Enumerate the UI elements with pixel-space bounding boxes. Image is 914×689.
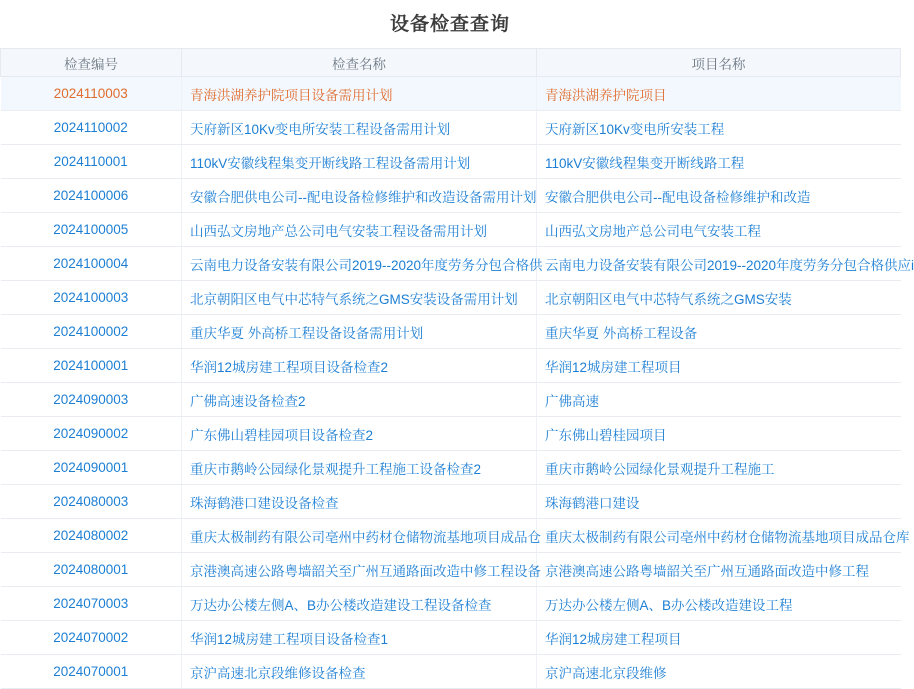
cell-inspection-code[interactable]: 2024080002 — [1, 519, 182, 553]
cell-project-name[interactable]: 华润12城房建工程项目 — [537, 621, 901, 655]
cell-inspection-name[interactable]: 重庆市鹅岭公园绿化景观提升工程施工设备检查2 — [182, 451, 537, 485]
cell-inspection-name[interactable]: 山西弘文房地产总公司电气安装工程设备需用计划 — [182, 213, 537, 247]
cell-project-name[interactable]: 京沪高速北京段维修 — [537, 655, 901, 689]
cell-inspection-code[interactable]: 2024100001 — [1, 349, 182, 383]
cell-project-name[interactable]: 青海洪湖养护院项目 — [537, 77, 901, 111]
cell-inspection-name[interactable]: 京港澳高速公路粤墙韶关至广州互通路面改造中修工程设备 — [182, 553, 537, 587]
table-row[interactable] — [1, 179, 901, 213]
table-row[interactable] — [1, 417, 901, 451]
cell-inspection-code[interactable]: 2024090001 — [1, 451, 182, 485]
table-header-row — [1, 49, 901, 77]
table-row[interactable] — [1, 655, 901, 689]
cell-inspection-code[interactable]: 2024070002 — [1, 621, 182, 655]
column-header-project[interactable]: 项目名称 — [537, 49, 901, 77]
cell-inspection-name[interactable]: 广东佛山碧桂园项目设备检查2 — [182, 417, 537, 451]
table-header — [1, 49, 901, 77]
cell-inspection-name[interactable]: 青海洪湖养护院项目设备需用计划 — [182, 77, 537, 111]
equipment-inspection-table — [0, 48, 914, 689]
cell-project-name[interactable]: 重庆市鹅岭公园绿化景观提升工程施工 — [537, 451, 901, 485]
table-row[interactable] — [1, 349, 901, 383]
column-header-code[interactable]: 检查编号 — [1, 49, 182, 77]
table-row[interactable] — [1, 519, 901, 553]
table-row[interactable] — [1, 621, 901, 655]
table-row[interactable] — [1, 145, 901, 179]
cell-inspection-code[interactable]: 2024090003 — [1, 383, 182, 417]
cell-project-name[interactable]: 山西弘文房地产总公司电气安装工程 — [537, 213, 901, 247]
cell-project-name[interactable]: 重庆华夏 外高桥工程设备 — [537, 315, 901, 349]
cell-project-name[interactable]: 华润12城房建工程项目 — [537, 349, 901, 383]
cell-project-name[interactable]: 天府新区10Kv变电所安装工程 — [537, 111, 901, 145]
cell-inspection-name[interactable]: 华润12城房建工程项目设备检查2 — [182, 349, 537, 383]
table-row[interactable] — [1, 247, 901, 281]
cell-inspection-code[interactable]: 2024110001 — [1, 145, 182, 179]
cell-inspection-name[interactable]: 广佛高速设备检查2 — [182, 383, 537, 417]
cell-inspection-name[interactable]: 珠海鹤港口建设设备检查 — [182, 485, 537, 519]
cell-inspection-name[interactable]: 110kV安徽线程集变开断线路工程设备需用计划 — [182, 145, 537, 179]
cell-inspection-code[interactable]: 2024100004 — [1, 247, 182, 281]
cell-inspection-name[interactable]: 重庆太极制药有限公司亳州中药材仓储物流基地项目成品仓 — [182, 519, 537, 553]
cell-inspection-code[interactable]: 2024110003 — [1, 77, 182, 111]
cell-inspection-name[interactable]: 北京朝阳区电气中芯特气系统之GMS安装设备需用计划 — [182, 281, 537, 315]
cell-inspection-code[interactable]: 2024090002 — [1, 417, 182, 451]
table-row[interactable] — [1, 383, 901, 417]
cell-project-name[interactable]: 广佛高速 — [537, 383, 901, 417]
cell-inspection-name[interactable]: 安徽合肥供电公司--配电设备检修维护和改造设备需用计划 — [182, 179, 537, 213]
cell-inspection-code[interactable]: 2024080003 — [1, 485, 182, 519]
cell-project-name[interactable]: 广东佛山碧桂园项目 — [537, 417, 901, 451]
table-row[interactable] — [1, 111, 901, 145]
cell-inspection-code[interactable]: 2024110002 — [1, 111, 182, 145]
table-body — [1, 77, 914, 689]
table-row[interactable] — [1, 485, 901, 519]
cell-inspection-code[interactable]: 2024100005 — [1, 213, 182, 247]
table-row[interactable] — [1, 553, 901, 587]
cell-inspection-code[interactable]: 2024100003 — [1, 281, 182, 315]
cell-inspection-code[interactable]: 2024100002 — [1, 315, 182, 349]
cell-inspection-code[interactable]: 2024070001 — [1, 655, 182, 689]
cell-project-name[interactable]: 京港澳高速公路粤墙韶关至广州互通路面改造中修工程 — [537, 553, 901, 587]
cell-project-name[interactable]: 珠海鹤港口建设 — [537, 485, 901, 519]
table-row[interactable] — [1, 315, 901, 349]
column-header-name[interactable]: 检查名称 — [182, 49, 537, 77]
cell-inspection-name[interactable]: 天府新区10Kv变电所安装工程设备需用计划 — [182, 111, 537, 145]
cell-project-name[interactable]: 万达办公楼左侧A、B办公楼改造建设工程 — [537, 587, 901, 621]
cell-project-name[interactable]: 云南电力设备安装有限公司2019--2020年度劳务分包合格供应i — [537, 247, 901, 281]
table-row[interactable] — [1, 213, 901, 247]
cell-inspection-name[interactable]: 京沪高速北京段维修设备检查 — [182, 655, 537, 689]
cell-inspection-name[interactable]: 重庆华夏 外高桥工程设备设备需用计划 — [182, 315, 537, 349]
cell-inspection-code[interactable]: 2024100006 — [1, 179, 182, 213]
cell-inspection-name[interactable]: 万达办公楼左侧A、B办公楼改造建设工程设备检查 — [182, 587, 537, 621]
cell-inspection-code[interactable]: 2024070003 — [1, 587, 182, 621]
cell-inspection-name[interactable]: 云南电力设备安装有限公司2019--2020年度劳务分包合格供 — [182, 247, 537, 281]
cell-project-name[interactable]: 北京朝阳区电气中芯特气系统之GMS安装 — [537, 281, 901, 315]
cell-inspection-code[interactable]: 2024080001 — [1, 553, 182, 587]
cell-project-name[interactable]: 110kV安徽线程集变开断线路工程 — [537, 145, 901, 179]
table-row[interactable] — [1, 587, 901, 621]
cell-project-name[interactable]: 重庆太极制药有限公司亳州中药材仓储物流基地项目成品仓库 — [537, 519, 901, 553]
table-row[interactable] — [1, 77, 901, 111]
table-row[interactable] — [1, 451, 901, 485]
table-row[interactable] — [1, 281, 901, 315]
page-title: 设备检查查询 — [389, 14, 510, 35]
cell-project-name[interactable]: 安徽合肥供电公司--配电设备检修维护和改造 — [537, 179, 901, 213]
cell-inspection-name[interactable]: 华润12城房建工程项目设备检查1 — [182, 621, 537, 655]
